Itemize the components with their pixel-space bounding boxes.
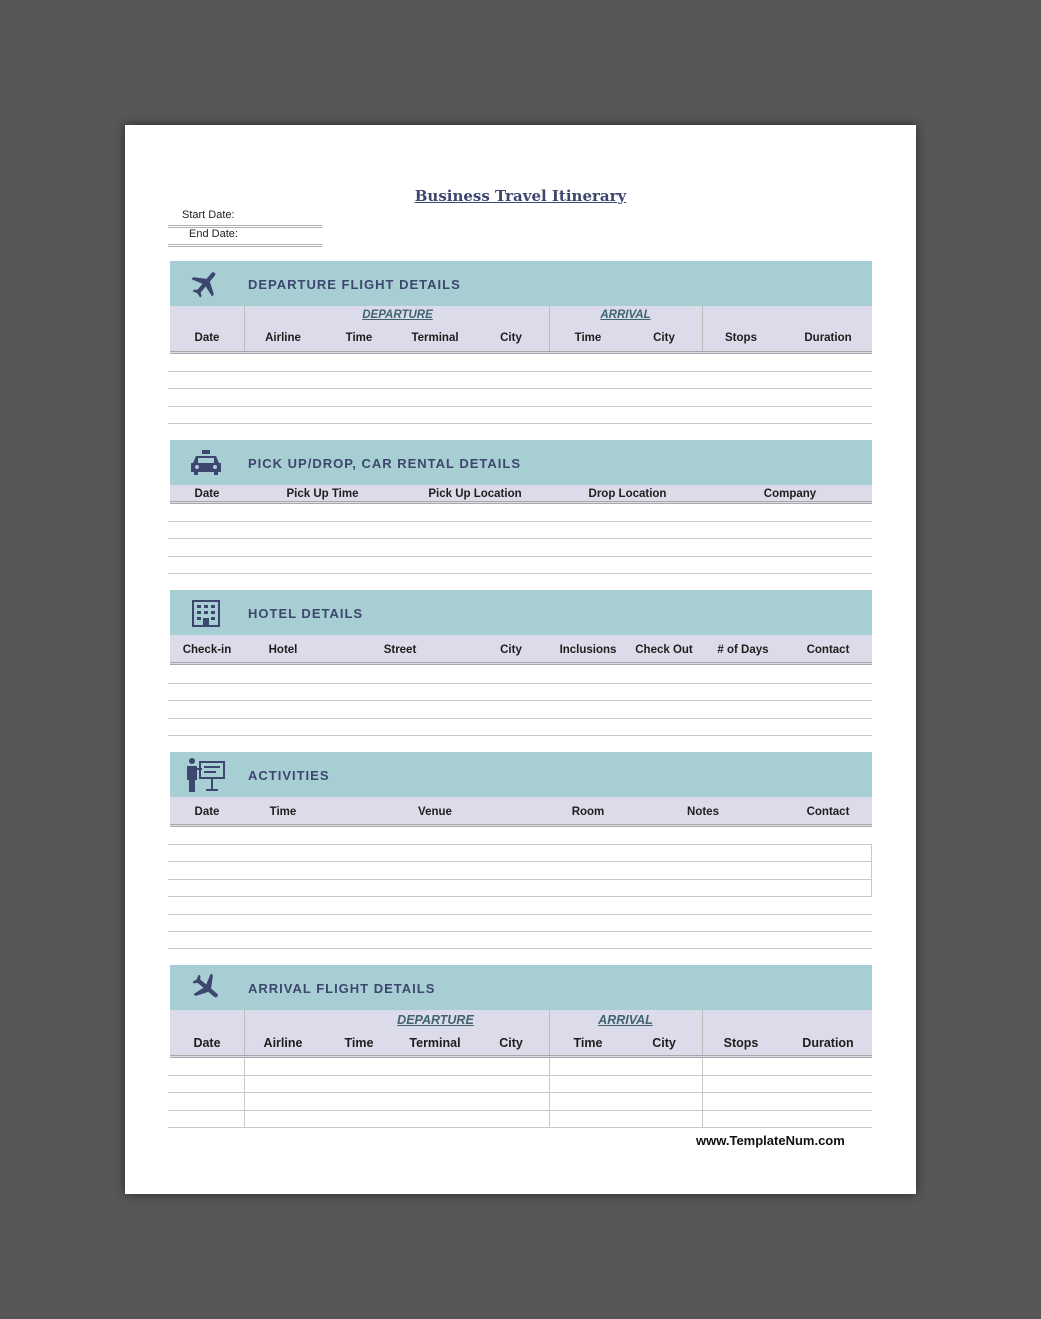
section-header (170, 440, 872, 485)
col-check-out: Check Out (635, 644, 693, 656)
group-departure: DEPARTURE (397, 1013, 474, 1027)
col-duration: Duration (804, 332, 852, 344)
col-city: City (500, 644, 522, 656)
column-header-row (170, 797, 872, 827)
section-header (170, 752, 872, 797)
col-contact: Contact (806, 644, 850, 656)
col-num-days: # of Days (717, 644, 769, 656)
start-date-field[interactable] (168, 209, 322, 228)
start-date-label: Start Date: (182, 209, 235, 221)
col-venue: Venue (418, 806, 452, 818)
airplane-landing-icon (186, 972, 226, 1004)
data-rows[interactable] (168, 1058, 872, 1130)
col-pickup-time: Pick Up Time (286, 488, 359, 500)
footer-website: www.TemplateNum.com (696, 1133, 845, 1148)
col-date: Date (194, 332, 220, 344)
section-title: ACTIVITIES (248, 768, 330, 783)
col-inclusions: Inclusions (559, 644, 617, 656)
section-title: HOTEL DETAILS (248, 606, 364, 621)
col-arr-city: City (653, 332, 675, 344)
column-header-row (170, 306, 872, 354)
col-hotel: Hotel (268, 644, 298, 656)
col-arr-time: Time (574, 332, 602, 344)
data-rows[interactable] (168, 827, 872, 951)
col-date: Date (194, 806, 220, 818)
column-header-row (170, 1010, 872, 1058)
column-header-row (170, 635, 872, 665)
col-check-in: Check-in (182, 644, 232, 656)
group-departure: DEPARTURE (362, 309, 433, 321)
col-stops: Stops (723, 1036, 759, 1050)
group-arrival: ARRIVAL (598, 1013, 653, 1027)
col-date: Date (193, 1036, 221, 1050)
section-header (170, 261, 872, 306)
section-title: ARRIVAL FLIGHT DETAILS (248, 981, 436, 996)
col-time: Time (269, 806, 297, 818)
section-header (170, 965, 872, 1010)
trip-dates (168, 209, 322, 247)
airplane-icon (186, 268, 226, 300)
col-duration: Duration (802, 1036, 854, 1050)
presenter-board-icon (186, 759, 226, 791)
col-stops: Stops (725, 332, 757, 344)
departure-flight-section (168, 261, 872, 426)
section-title: PICK UP/DROP, CAR RENTAL DETAILS (248, 456, 522, 471)
col-airline: Airline (263, 1036, 303, 1050)
end-date-label: End Date: (189, 228, 238, 240)
section-title: DEPARTURE FLIGHT DETAILS (248, 277, 461, 292)
arrival-flight-section (168, 965, 872, 1130)
hotel-section (168, 590, 872, 737)
col-contact: Contact (806, 806, 850, 818)
column-header-row (170, 485, 872, 504)
col-arr-time: Time (573, 1036, 603, 1050)
col-terminal: Terminal (409, 1036, 461, 1050)
group-arrival: ARRIVAL (600, 309, 651, 321)
data-rows[interactable] (168, 354, 872, 426)
section-header (170, 590, 872, 635)
col-arr-city: City (652, 1036, 676, 1050)
col-date: Date (194, 488, 220, 500)
col-notes: Notes (687, 806, 719, 818)
data-rows[interactable] (168, 504, 872, 576)
col-airline: Airline (265, 332, 301, 344)
end-date-field[interactable] (168, 228, 322, 247)
col-room: Room (571, 806, 605, 818)
col-company: Company (763, 488, 817, 500)
col-drop-location: Drop Location (588, 488, 667, 500)
document-title: Business Travel Itinerary (414, 187, 627, 205)
data-rows[interactable] (168, 665, 872, 737)
activities-section (168, 752, 872, 951)
col-dep-city: City (500, 332, 522, 344)
col-street: Street (383, 644, 417, 656)
col-dep-city: City (499, 1036, 523, 1050)
car-rental-section (168, 440, 872, 576)
col-terminal: Terminal (411, 332, 459, 344)
col-pickup-location: Pick Up Location (428, 488, 522, 500)
col-dep-time: Time (344, 1036, 374, 1050)
hotel-building-icon (186, 597, 226, 629)
taxi-icon (186, 447, 226, 479)
itinerary-page (125, 125, 916, 1194)
col-dep-time: Time (345, 332, 373, 344)
